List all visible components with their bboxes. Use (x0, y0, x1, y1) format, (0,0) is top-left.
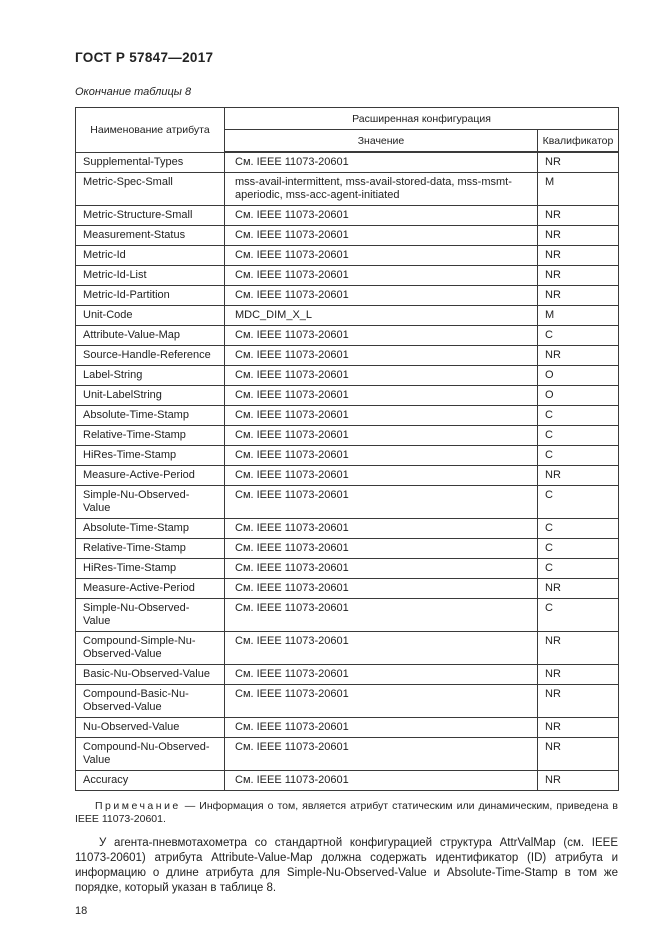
attribute-qualifier-cell: C (538, 539, 619, 559)
attribute-qualifier-cell: NR (538, 579, 619, 599)
table-row (76, 346, 619, 366)
table-row (76, 286, 619, 306)
attribute-qualifier-cell: NR (538, 685, 619, 718)
attribute-value-cell: См. IEEE 11073-20601 (225, 386, 538, 406)
table-row (76, 579, 619, 599)
attribute-value-cell: См. IEEE 11073-20601 (225, 406, 538, 426)
table-row (76, 386, 619, 406)
attribute-name-cell: Absolute-Time-Stamp (76, 519, 225, 539)
table-row (76, 306, 619, 326)
table-body (76, 152, 619, 791)
column-header-value: Значение (225, 130, 538, 153)
attribute-name-cell: Accuracy (76, 771, 225, 791)
attribute-value-cell: MDC_DIM_X_L (225, 306, 538, 326)
attribute-qualifier-cell: NR (538, 346, 619, 366)
attribute-qualifier-cell: NR (538, 266, 619, 286)
attribute-qualifier-cell: C (538, 559, 619, 579)
attribute-name-cell: Simple-Nu-Observed-Value (76, 599, 225, 632)
attribute-name-cell: Relative-Time-Stamp (76, 539, 225, 559)
attribute-value-cell: См. IEEE 11073-20601 (225, 246, 538, 266)
attribute-qualifier-cell: NR (538, 152, 619, 173)
attribute-value-cell: См. IEEE 11073-20601 (225, 466, 538, 486)
attribute-qualifier-cell: C (538, 406, 619, 426)
attribute-value-cell: См. IEEE 11073-20601 (225, 519, 538, 539)
table-header (76, 108, 619, 153)
table-row (76, 539, 619, 559)
attribute-name-cell: Unit-Code (76, 306, 225, 326)
attribute-name-cell: Measure-Active-Period (76, 466, 225, 486)
note-text: — Информация о том, является атрибут статическим или динамическим, приведена в IEEE 11073-20601. (75, 800, 618, 825)
attribute-qualifier-cell: NR (538, 226, 619, 246)
table-row (76, 486, 619, 519)
attribute-value-cell: См. IEEE 11073-20601 (225, 266, 538, 286)
table-note (75, 800, 618, 826)
table-row (76, 426, 619, 446)
table-row (76, 366, 619, 386)
note-label: Примечание (95, 800, 181, 812)
attribute-value-cell: См. IEEE 11073-20601 (225, 685, 538, 718)
attribute-value-cell: См. IEEE 11073-20601 (225, 632, 538, 665)
doc-number: ГОСТ Р 57847—2017 (75, 50, 214, 65)
attribute-qualifier-cell: NR (538, 632, 619, 665)
attribute-qualifier-cell: NR (538, 246, 619, 266)
attribute-value-cell: См. IEEE 11073-20601 (225, 738, 538, 771)
column-header-attribute-name: Наименование атрибута (76, 108, 225, 153)
attribute-qualifier-cell: NR (538, 718, 619, 738)
attribute-name-cell: HiRes-Time-Stamp (76, 446, 225, 466)
attribute-name-cell: Supplemental-Types (76, 152, 225, 173)
attribute-name-cell: Nu-Observed-Value (76, 718, 225, 738)
attribute-value-cell: См. IEEE 11073-20601 (225, 366, 538, 386)
attribute-name-cell: Compound-Simple-Nu-Observed-Value (76, 632, 225, 665)
attribute-name-cell: Compound-Basic-Nu-Observed-Value (76, 685, 225, 718)
table-row (76, 665, 619, 685)
attribute-qualifier-cell: O (538, 366, 619, 386)
column-header-qualifier: Квалификатор (538, 130, 619, 153)
table-row (76, 266, 619, 286)
attribute-qualifier-cell: C (538, 599, 619, 632)
attribute-value-cell: См. IEEE 11073-20601 (225, 718, 538, 738)
attribute-qualifier-cell: C (538, 326, 619, 346)
attribute-qualifier-cell: NR (538, 771, 619, 791)
attribute-value-cell: См. IEEE 11073-20601 (225, 599, 538, 632)
body-paragraph: У агента-пневмотахометра со стандартной конфигурацией структура AttrValMap (см. IEEE 11073-20601) атрибута Attribute-Value-Map должна содержать идентификатор (ID) атрибута и информацию о длине атрибута для Simple-Nu-Observed-Value и Absolute-Time-Stamp в том же порядке, который указан в таблице 8. (75, 837, 618, 894)
attribute-name-cell: Metric-Id (76, 246, 225, 266)
table-row (76, 446, 619, 466)
attribute-qualifier-cell: C (538, 426, 619, 446)
table-row (76, 738, 619, 771)
attribute-name-cell: Label-String (76, 366, 225, 386)
attribute-value-cell: См. IEEE 11073-20601 (225, 539, 538, 559)
attribute-value-cell: См. IEEE 11073-20601 (225, 486, 538, 519)
table-row (76, 152, 619, 173)
attribute-value-cell: См. IEEE 11073-20601 (225, 326, 538, 346)
attribute-qualifier-cell: M (538, 173, 619, 206)
attribute-name-cell: Unit-LabelString (76, 386, 225, 406)
attribute-qualifier-cell: C (538, 486, 619, 519)
attribute-name-cell: Source-Handle-Reference (76, 346, 225, 366)
attribute-value-cell: См. IEEE 11073-20601 (225, 206, 538, 226)
attribute-value-cell: См. IEEE 11073-20601 (225, 446, 538, 466)
attribute-value-cell: См. IEEE 11073-20601 (225, 426, 538, 446)
attribute-name-cell: Attribute-Value-Map (76, 326, 225, 346)
attribute-name-cell: Measure-Active-Period (76, 579, 225, 599)
attribute-value-cell: mss-avail-intermittent, mss-avail-stored-data, mss-msmt-aperiodic, mss-acc-agent-initiated (225, 173, 538, 206)
attribute-value-cell: См. IEEE 11073-20601 (225, 665, 538, 685)
attribute-qualifier-cell: NR (538, 286, 619, 306)
attribute-name-cell: Basic-Nu-Observed-Value (76, 665, 225, 685)
table-row (76, 632, 619, 665)
attribute-qualifier-cell: C (538, 446, 619, 466)
attribute-value-cell: См. IEEE 11073-20601 (225, 226, 538, 246)
attribute-value-cell: См. IEEE 11073-20601 (225, 286, 538, 306)
table-row (76, 206, 619, 226)
table-header-row-group (76, 108, 619, 130)
attribute-name-cell: Metric-Id-Partition (76, 286, 225, 306)
attribute-value-cell: См. IEEE 11073-20601 (225, 579, 538, 599)
column-group-header-extended-config: Расширенная конфигурация (225, 108, 619, 130)
table-row (76, 226, 619, 246)
attribute-qualifier-cell: NR (538, 206, 619, 226)
table-row (76, 326, 619, 346)
attribute-name-cell: Metric-Spec-Small (76, 173, 225, 206)
attribute-qualifier-cell: NR (538, 665, 619, 685)
attribute-name-cell: Compound-Nu-Observed-Value (76, 738, 225, 771)
attribute-name-cell: Measurement-Status (76, 226, 225, 246)
attribute-name-cell: Metric-Structure-Small (76, 206, 225, 226)
attribute-name-cell: HiRes-Time-Stamp (76, 559, 225, 579)
attribute-qualifier-cell: NR (538, 466, 619, 486)
attribute-value-cell: См. IEEE 11073-20601 (225, 559, 538, 579)
table-row (76, 685, 619, 718)
attribute-value-cell: См. IEEE 11073-20601 (225, 771, 538, 791)
attribute-qualifier-cell: C (538, 519, 619, 539)
attribute-value-cell: См. IEEE 11073-20601 (225, 152, 538, 173)
page-number: 18 (75, 905, 88, 917)
attribute-name-cell: Metric-Id-List (76, 266, 225, 286)
table-row (76, 718, 619, 738)
attribute-value-cell: См. IEEE 11073-20601 (225, 346, 538, 366)
table-row (76, 246, 619, 266)
table-caption: Окончание таблицы 8 (75, 86, 192, 98)
attributes-table (75, 107, 619, 791)
table-row (76, 406, 619, 426)
attribute-qualifier-cell: M (538, 306, 619, 326)
attribute-name-cell: Simple-Nu-Observed-Value (76, 486, 225, 519)
attribute-qualifier-cell: O (538, 386, 619, 406)
table-row (76, 173, 619, 206)
table-row (76, 771, 619, 791)
table-row (76, 519, 619, 539)
table-row (76, 466, 619, 486)
table-row (76, 559, 619, 579)
attribute-name-cell: Relative-Time-Stamp (76, 426, 225, 446)
attribute-name-cell: Absolute-Time-Stamp (76, 406, 225, 426)
attribute-qualifier-cell: NR (538, 738, 619, 771)
table-row (76, 599, 619, 632)
